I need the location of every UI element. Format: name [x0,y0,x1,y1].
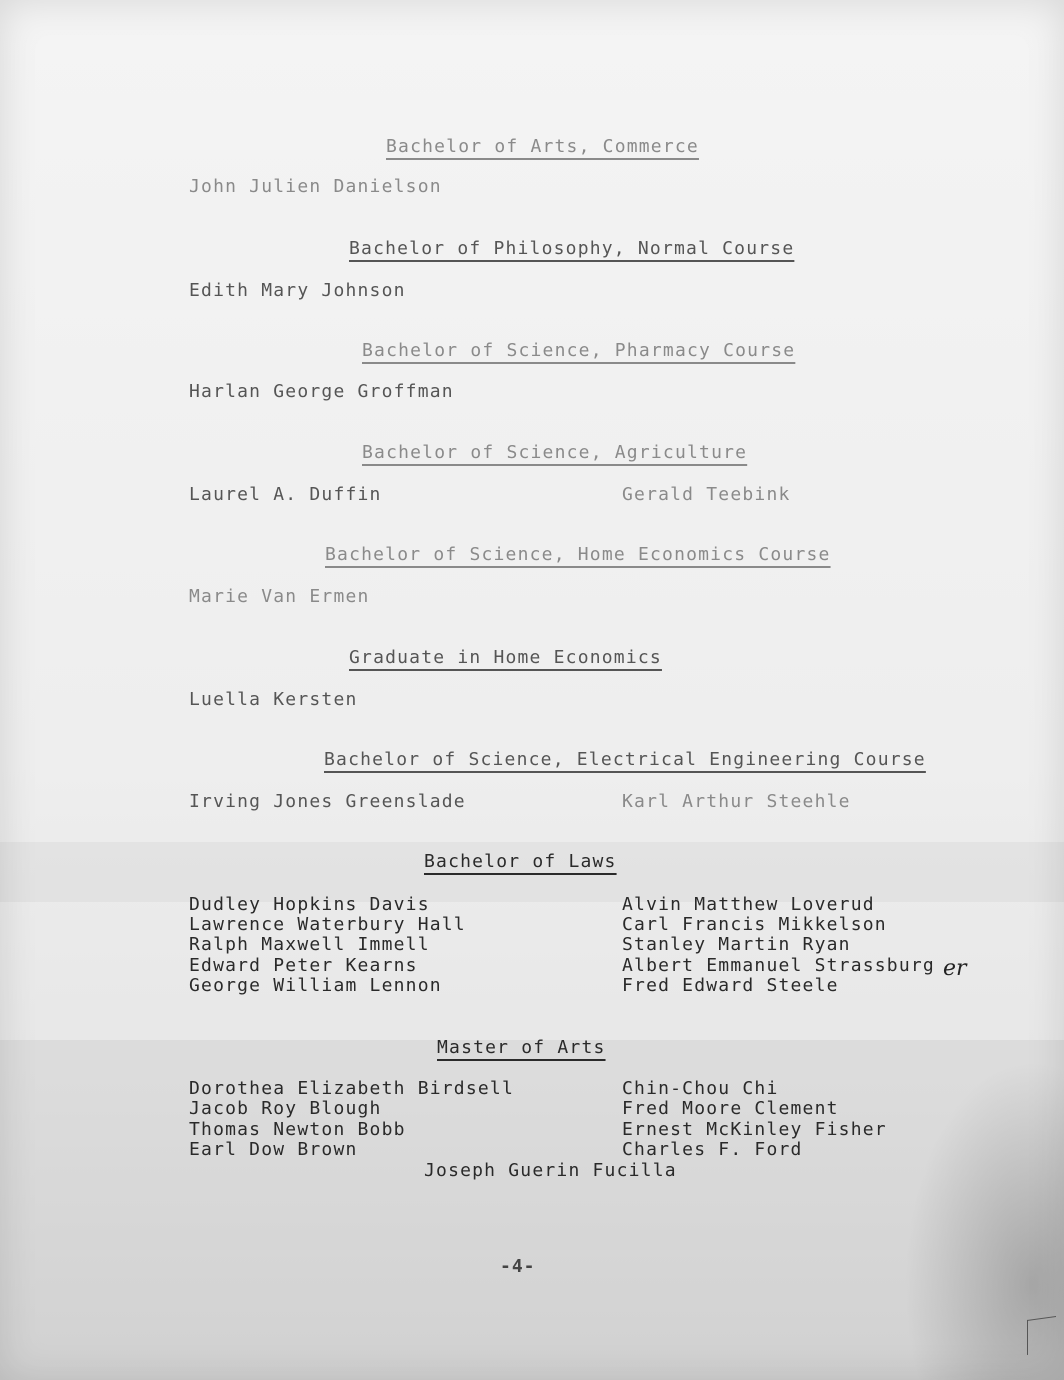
page-corner-fold [1027,1316,1056,1355]
section-heading: Graduate in Home Economics [349,647,662,668]
graduate-name: Luella Kersten [189,689,358,710]
graduate-name: Chin-Chou Chi [622,1078,779,1099]
graduate-name: Edith Mary Johnson [189,280,406,301]
graduate-name: Thomas Newton Bobb [189,1119,406,1140]
section-heading: Bachelor of Science, Agriculture [362,442,748,463]
section-heading: Bachelor of Laws [424,851,617,872]
handwritten-correction: er [943,956,967,981]
graduate-name: Charles F. Ford [622,1139,803,1160]
graduate-name: Edward Peter Kearns [189,955,418,976]
graduate-name: Alvin Matthew Loverud [622,894,875,915]
graduate-name: Stanley Martin Ryan [622,934,851,955]
graduate-name: Earl Dow Brown [189,1139,358,1160]
graduate-name: Fred Moore Clement [622,1098,839,1119]
section-heading: Bachelor of Arts, Commerce [386,136,699,157]
graduate-name: Fred Edward Steele [622,975,839,996]
graduate-name: Jacob Roy Blough [189,1098,382,1119]
graduate-name: Harlan George Groffman [189,381,454,402]
section-heading: Bachelor of Science, Pharmacy Course [362,340,796,361]
scan-shade [0,1230,1064,1380]
graduate-name: Marie Van Ermen [189,586,370,607]
graduate-name: Ernest McKinley Fisher [622,1119,887,1140]
graduate-name: Lawrence Waterbury Hall [189,914,466,935]
graduate-name: Gerald Teebink [622,484,791,505]
graduate-name: Ralph Maxwell Immell [189,934,430,955]
graduate-name: Joseph Guerin Fucilla [424,1160,677,1181]
graduate-name: Laurel A. Duffin [189,484,382,505]
section-heading: Bachelor of Science, Electrical Engineering Course [324,749,926,770]
graduate-name: Carl Francis Mikkelson [622,914,887,935]
section-heading: Master of Arts [437,1037,606,1058]
section-heading: Bachelor of Philosophy, Normal Course [349,238,795,259]
graduate-name: John Julien Danielson [189,176,442,197]
graduate-name: Dudley Hopkins Davis [189,894,430,915]
page-number: -4- [500,1256,536,1277]
graduate-name: Irving Jones Greenslade [189,791,466,812]
scan-shade [0,1040,1064,1230]
graduate-name: Dorothea Elizabeth Birdsell [189,1078,514,1099]
graduate-name: Albert Emmanuel Strassburg [622,955,935,976]
section-heading: Bachelor of Science, Home Economics Course [325,544,831,565]
graduate-name: George William Lennon [189,975,442,996]
graduate-name: Karl Arthur Steehle [622,791,851,812]
